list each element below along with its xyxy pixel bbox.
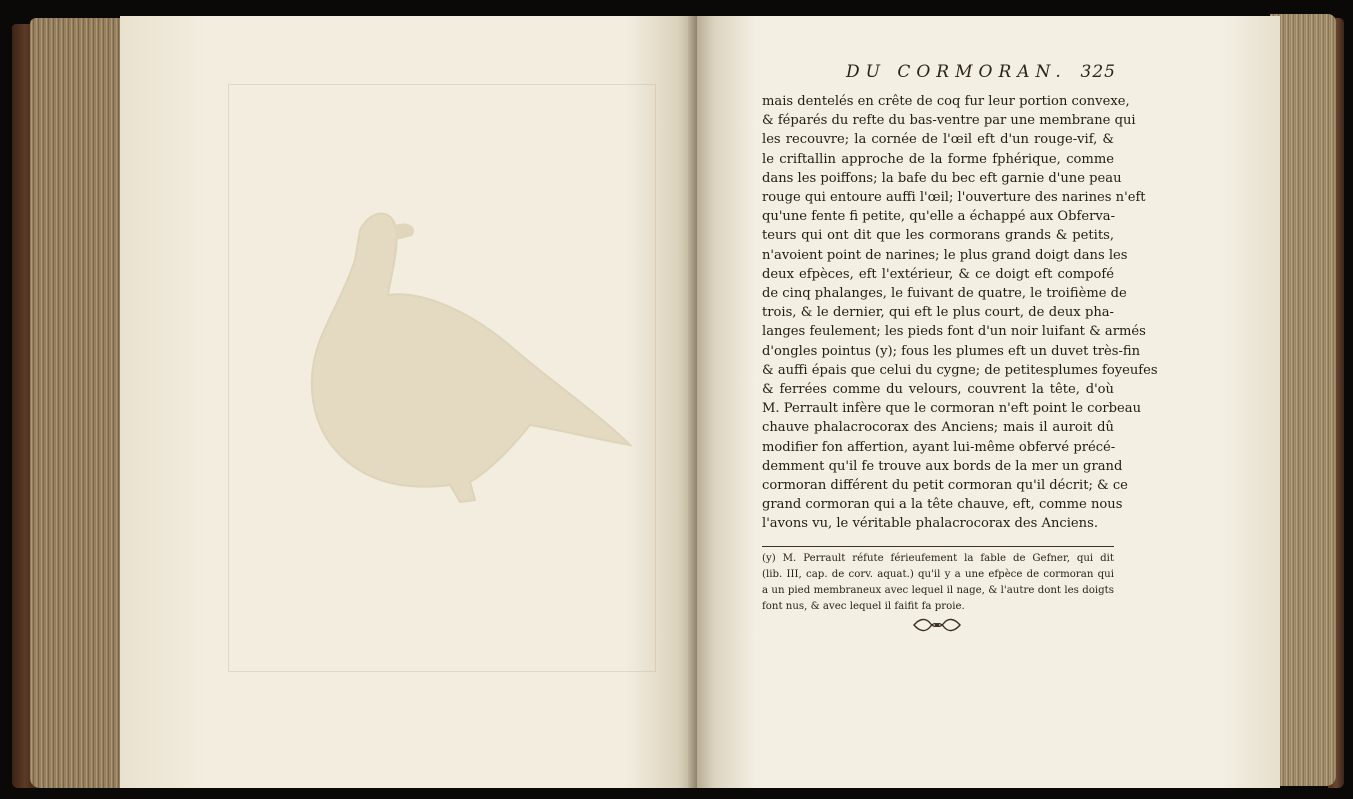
text-line: l'avons vu, le véritable phalacrocorax des Anciens. [762,516,1098,532]
footnote-line: (lib. III, cap. de corv. aquat.) qu'il y a une efpèce de cormoran qui [762,569,1114,580]
page-number: 325 [1080,62,1116,82]
footnote [762,551,1114,615]
page-edges-left [30,18,130,788]
text-line: & auffi épais que celui du cygne; de petitesplumes foyeufes [762,362,1158,378]
fleuron-ornament-icon [912,616,962,634]
text-line: le criftallin approche de la forme fphérique, comme [762,151,1114,167]
text-line: & féparés du refte du bas-ventre par une membrane qui [762,113,1136,129]
text-line: grand cormoran qui a la tête chauve, eft, comme nous [762,497,1123,513]
footnote-line: (y) M. Perrault réfute férieufement la fable de Gefner, qui dit [762,553,1114,564]
text-line: langes feulement; les pieds font d'un noir luifant & armés [762,324,1146,340]
running-title: DU CORMORAN. [846,62,1067,82]
text-line: les recouvre; la cornée de l'œil eft d'un rouge-vif, & [762,132,1114,148]
text-line: qu'une fente fi petite, qu'elle a échappé aux Obferva- [762,209,1116,225]
text-line: & ferrées comme du velours, couvrent la tête, d'où [762,382,1114,398]
text-line: demment qu'il fe trouve aux bords de la mer un grand [762,458,1123,474]
bird-show-through-illustration [300,200,640,520]
text-line: de cinq phalanges, le fuivant de quatre, le troifième de [762,286,1127,302]
text-line: d'ongles pointus (y); fous les plumes eft un duvet très-fin [762,343,1141,359]
footnote-rule [762,546,1114,547]
text-line: M. Perrault infère que le cormoran n'eft point le corbeau [762,401,1142,417]
text-line: dans les poiffons; la bafe du bec eft garnie d'une peau [762,170,1122,186]
text-line: trois, & le dernier, qui eft le plus court, de deux pha- [762,305,1114,321]
running-header [846,62,1116,88]
text-line: mais dentelés en crête de coq fur leur portion convexe, [762,94,1130,109]
footnote-line: a un pied membraneux avec lequel il nage, & l'autre dont les doigts [762,585,1114,596]
text-line: chauve phalacrocorax des Anciens; mais il auroit dû [762,420,1114,436]
text-line: modifier fon affertion, ayant lui-même obfervé précé- [762,439,1116,455]
text-line: cormoran différent du petit cormoran qu'il décrit; & ce [762,478,1128,494]
footnote-line: font nus, & avec lequel il faifit fa proie. [762,601,965,612]
text-line: rouge qui entoure auffi l'œil; l'ouverture des narines n'eft [762,190,1146,206]
text-line: teurs qui ont dit que les cormorans grands & petits, [762,228,1114,244]
body-text [762,92,1158,534]
text-line: n'avoient point de narines; le plus grand doigt dans les [762,247,1128,263]
text-line: deux efpèces, eft l'extérieur, & ce doigt eft compofé [762,266,1114,282]
